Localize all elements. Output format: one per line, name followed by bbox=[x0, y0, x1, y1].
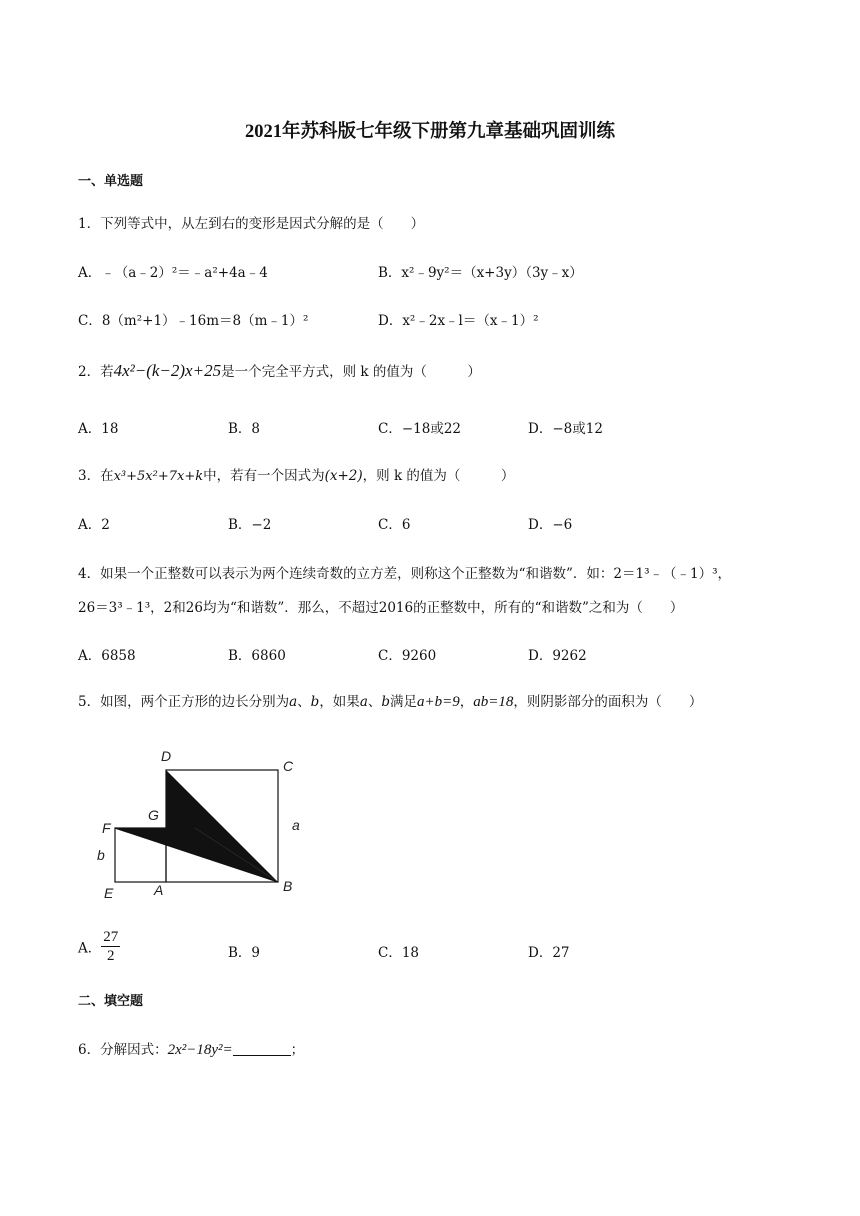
fraction-numerator: 27 bbox=[103, 929, 119, 945]
question-5-comma: ， bbox=[459, 694, 474, 710]
question-2-option-c: C．−18或22 bbox=[378, 421, 461, 437]
figure-label-g: G bbox=[148, 807, 159, 823]
question-2-stem bbox=[78, 360, 481, 381]
question-5-option-a-fraction bbox=[101, 928, 120, 965]
question-5-var-b-2: b bbox=[381, 694, 391, 710]
question-4-stem-line-1: 4．如果一个正整数可以表示为两个连续奇数的立方差，则称这个正整数为“和谐数”．如：2＝1³﹣（﹣1）³， bbox=[78, 566, 731, 582]
figure-label-e: E bbox=[104, 885, 114, 901]
question-5-condition-1: a+b=9 bbox=[417, 694, 460, 710]
question-5-option-d: D．27 bbox=[528, 945, 570, 961]
question-5-condition-2: ab=18 bbox=[473, 694, 514, 710]
question-6-stem bbox=[78, 1038, 304, 1059]
question-3-option-a: A．2 bbox=[78, 517, 110, 533]
question-3-mid: 中，若有一个因式为 bbox=[203, 468, 325, 484]
question-5-sep-2: 、 bbox=[367, 694, 382, 710]
question-5-stem-d: ，则阴影部分的面积为（ ） bbox=[513, 694, 703, 710]
question-4-option-d: D．9262 bbox=[528, 648, 587, 664]
question-1-option-a: A．﹣（a﹣2）²＝﹣a²+4a﹣4 bbox=[78, 265, 268, 281]
question-3-option-b: B．−2 bbox=[228, 517, 272, 533]
question-2-option-d: D．−8或12 bbox=[528, 421, 603, 437]
section-heading-single-choice: 一、单选题 bbox=[78, 174, 144, 189]
question-4-stem-line-2: 26＝3³﹣1³，2和26均为“和谐数”．那么，不超过2016的正整数中，所有的“和谐数”之和为（ ） bbox=[78, 600, 684, 616]
question-6-answer-blank[interactable] bbox=[233, 1043, 291, 1056]
figure-label-a: A bbox=[154, 882, 164, 898]
question-3-factor: (x+2) bbox=[324, 468, 363, 484]
question-2-option-a: A．18 bbox=[78, 421, 119, 437]
page-title: 2021年苏科版七年级下册第九章基础巩固训练 bbox=[244, 122, 615, 142]
question-3-expression: x³+5x²+7x+k bbox=[113, 469, 204, 484]
section-heading-fill-blank: 二、填空题 bbox=[78, 994, 144, 1009]
question-4-option-a: A．6858 bbox=[78, 648, 136, 664]
shaded-triangle-upper bbox=[166, 770, 278, 882]
figure-label-side-b: b bbox=[97, 847, 105, 863]
question-1-option-b: B．x²﹣9y²＝（x+3y）（3y﹣x） bbox=[378, 265, 583, 281]
question-3-tail: ，则 k 的值为（ ） bbox=[362, 468, 515, 484]
question-5-var-a: a bbox=[289, 694, 298, 710]
question-5-option-c: C．18 bbox=[378, 945, 420, 961]
figure-label-side-a: a bbox=[292, 817, 300, 833]
question-5-stem-a: 5．如图，两个正方形的边长分别为 bbox=[78, 694, 290, 710]
question-5-option-b: B．9 bbox=[228, 945, 261, 961]
question-5-stem-c: 满足 bbox=[390, 694, 418, 710]
figure-label-b: B bbox=[283, 878, 293, 894]
question-5-var-b: b bbox=[310, 694, 320, 710]
question-1-stem: 1．下列等式中，从左到右的变形是因式分解的是（ ） bbox=[78, 216, 425, 232]
question-6-label: 6．分解因式： bbox=[78, 1042, 168, 1058]
question-5-sep: 、 bbox=[297, 694, 311, 710]
question-5-option-a-label: A． bbox=[78, 940, 102, 957]
question-5-var-a-2: a bbox=[359, 694, 368, 710]
question-5-figure bbox=[95, 740, 315, 905]
question-3-option-d: D．−6 bbox=[528, 517, 573, 533]
question-2-expression: 4x²−(k−2)x+25 bbox=[113, 361, 222, 380]
question-5-stem-b: ，如果 bbox=[319, 694, 360, 710]
question-4-option-b: B．6860 bbox=[228, 648, 286, 664]
figure-label-c: C bbox=[283, 758, 294, 774]
question-2-option-b: B．8 bbox=[228, 421, 261, 437]
question-1-option-d: D．x²﹣2x﹣l＝（x﹣1）² bbox=[378, 313, 539, 329]
question-2-number: 2．若 bbox=[78, 364, 114, 380]
question-3-stem bbox=[78, 464, 514, 484]
question-3-number: 3．在 bbox=[78, 468, 114, 484]
question-4-option-c: C．9260 bbox=[378, 648, 437, 664]
question-6-end: ； bbox=[290, 1042, 305, 1058]
figure-label-f: F bbox=[102, 820, 111, 836]
question-2-tail: 是一个完全平方式，则 k 的值为（ ） bbox=[221, 364, 481, 380]
question-5-option-a bbox=[78, 928, 120, 965]
question-6-expression: 2x²−18y²= bbox=[167, 1042, 233, 1058]
question-5-stem bbox=[78, 690, 702, 711]
figure-label-d: D bbox=[161, 748, 172, 764]
fraction-denominator: 2 bbox=[107, 948, 115, 964]
question-1-option-c: C．8（m²+1）﹣16m＝8（m﹣1）² bbox=[78, 313, 309, 329]
question-3-option-c: C．6 bbox=[378, 517, 411, 533]
